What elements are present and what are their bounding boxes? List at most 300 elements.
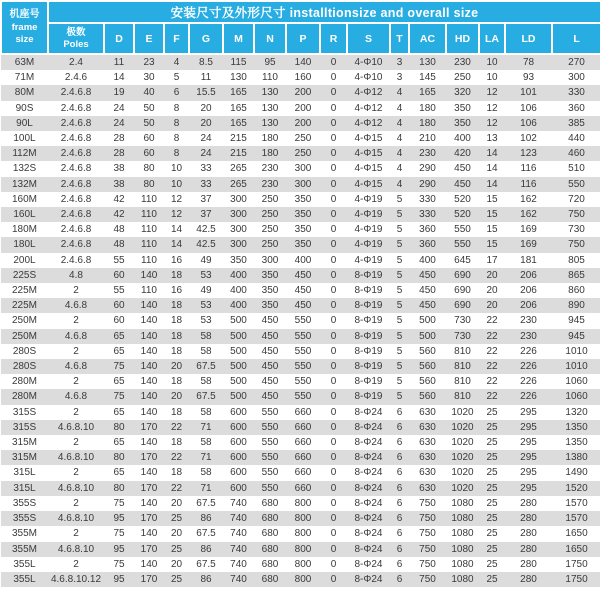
table-cell: 2	[73, 285, 79, 297]
table-cell: 181	[520, 254, 537, 266]
frame-size-cell: 315S	[1, 420, 48, 435]
table-cell: 0	[330, 133, 337, 145]
table-cell: 170	[134, 450, 164, 465]
table-cell: 450	[254, 389, 286, 404]
table-cell: 550	[261, 406, 279, 418]
table-cell: 1060	[565, 376, 588, 388]
table-cell: 4-Φ12	[347, 116, 390, 131]
table-cell: 8-Φ24	[347, 481, 390, 496]
table-cell: 4	[396, 133, 403, 145]
table-cell: 4-Φ15	[354, 163, 383, 175]
table-cell: 250	[254, 237, 286, 252]
table-cell: 4	[390, 116, 409, 131]
table-row	[1, 542, 600, 557]
table-cell: 20	[164, 389, 189, 404]
table-cell: 20	[170, 558, 183, 570]
table-cell: 550	[286, 389, 320, 404]
table-cell: 165	[223, 85, 254, 100]
table-row	[1, 283, 600, 298]
table-cell: 12	[164, 207, 189, 222]
table-cell: 8	[164, 146, 189, 161]
table-cell: 520	[446, 207, 479, 222]
table-cell: 0	[320, 177, 347, 192]
table-cell: 280	[505, 572, 552, 587]
table-cell: 11	[104, 54, 134, 70]
table-cell: 140	[134, 329, 164, 344]
table-cell: 5	[396, 224, 403, 236]
frame-size-cell: 180M	[11, 224, 37, 236]
table-cell: 58	[189, 329, 223, 344]
table-cell: 450	[446, 177, 479, 192]
table-cell: 65	[104, 329, 134, 344]
table-row	[1, 405, 600, 420]
table-cell: 6	[396, 528, 403, 540]
table-cell: 250	[454, 72, 471, 84]
table-cell: 226	[520, 376, 537, 388]
table-cell: 250	[261, 224, 279, 236]
table-cell: 123	[505, 146, 552, 161]
table-cell: 116	[520, 163, 537, 175]
table-cell: 42.5	[196, 224, 216, 236]
table-cell: 400	[454, 133, 471, 145]
table-cell: 1020	[446, 450, 479, 465]
table-cell: 600	[223, 450, 254, 465]
table-cell: 2	[73, 376, 79, 388]
table-cell: 8-Φ24	[354, 497, 383, 509]
table-cell: 295	[505, 420, 552, 435]
table-cell: 4-Φ12	[354, 102, 383, 114]
table-cell: 300	[286, 177, 320, 192]
table-cell: 450	[286, 298, 320, 313]
table-cell: 6	[396, 406, 403, 418]
table-cell: 8-Φ24	[347, 511, 390, 526]
table-cell: 80	[104, 450, 134, 465]
table-cell: 180	[419, 102, 436, 114]
column-header-d: D	[104, 23, 134, 54]
table-cell: 106	[505, 116, 552, 131]
frame-size-cell: 225S	[1, 268, 48, 283]
table-cell: 20	[164, 359, 189, 374]
table-cell: 25	[486, 497, 498, 509]
table-cell: 500	[223, 359, 254, 374]
table-cell: 28	[113, 133, 125, 145]
table-cell: 4.8	[48, 268, 104, 283]
table-cell: 660	[294, 437, 312, 449]
table-cell: 65	[113, 376, 125, 388]
table-cell: 2.4.6.8	[48, 116, 104, 131]
table-row	[1, 161, 600, 176]
table-cell: 265	[223, 177, 254, 192]
table-cell: 230	[409, 146, 446, 161]
table-cell: 1020	[446, 420, 479, 435]
table-cell: 226	[505, 389, 552, 404]
table-cell: 750	[409, 511, 446, 526]
table-cell: 4.6.8.10	[48, 420, 104, 435]
frame-size-cell: 100L	[13, 133, 36, 145]
table-cell: 14	[170, 224, 183, 236]
table-cell: 25	[486, 528, 498, 540]
table-cell: 810	[446, 389, 479, 404]
table-cell: 280	[505, 542, 552, 557]
table-cell: 660	[286, 450, 320, 465]
table-cell: 0	[320, 207, 347, 222]
table-cell: 400	[294, 254, 312, 266]
column-header-hd: HD	[446, 23, 479, 54]
table-cell: 270	[552, 54, 600, 70]
table-cell: 14	[479, 177, 505, 192]
table-cell: 730	[446, 329, 479, 344]
table-cell: 22	[164, 450, 189, 465]
table-cell: 300	[223, 207, 254, 222]
table-cell: 6	[396, 558, 403, 570]
table-cell: 295	[505, 481, 552, 496]
frame-size-cell: 200L	[13, 254, 36, 266]
table-cell: 140	[134, 298, 164, 313]
table-cell: 8-Φ19	[354, 315, 383, 327]
table-cell: 550	[286, 359, 320, 374]
frame-size-cell: 71M	[14, 72, 35, 84]
table-row	[1, 268, 600, 283]
table-cell: 4-Φ15	[347, 177, 390, 192]
table-cell: 93	[522, 72, 535, 84]
column-header-m: M	[223, 23, 254, 54]
table-cell: 1060	[552, 389, 600, 404]
table-cell: 460	[552, 146, 600, 161]
table-cell: 4-Φ15	[354, 133, 383, 145]
table-cell: 8-Φ19	[347, 298, 390, 313]
table-cell: 690	[446, 298, 479, 313]
table-cell: 65	[113, 345, 125, 357]
table-cell: 53	[189, 298, 223, 313]
table-cell: 12	[479, 85, 505, 100]
table-cell: 33	[189, 177, 223, 192]
table-cell: 750	[552, 207, 600, 222]
table-cell: 130	[261, 102, 279, 114]
table-cell: 800	[294, 497, 312, 509]
table-cell: 290	[419, 163, 436, 175]
table-cell: 10	[486, 72, 498, 84]
table-cell: 170	[134, 420, 164, 435]
table-cell: 550	[261, 467, 279, 479]
table-cell: 14	[113, 72, 125, 84]
table-cell: 350	[230, 254, 247, 266]
table-cell: 14	[164, 237, 189, 252]
table-cell: 18	[170, 437, 183, 449]
table-cell: 8-Φ24	[347, 450, 390, 465]
table-cell: 140	[140, 467, 158, 479]
table-cell: 0	[320, 389, 347, 404]
table-cell: 5	[396, 315, 403, 327]
table-cell: 800	[294, 528, 312, 540]
table-cell: 630	[419, 467, 436, 479]
table-cell: 37	[189, 207, 223, 222]
table-cell: 1750	[565, 558, 588, 570]
table-cell: 500	[230, 376, 247, 388]
table-cell: 25	[486, 467, 498, 479]
table-cell: 750	[419, 497, 436, 509]
table-cell: 400	[230, 285, 247, 297]
table-cell: 680	[261, 558, 279, 570]
table-cell: 110	[262, 72, 278, 84]
table-cell: 330	[552, 85, 600, 100]
table-cell: 206	[505, 268, 552, 283]
table-cell: 300	[294, 163, 312, 175]
table-cell: 560	[409, 389, 446, 404]
table-cell: 75	[113, 558, 125, 570]
table-cell: 18	[170, 406, 183, 418]
table-cell: 95	[104, 511, 134, 526]
table-cell: 0	[330, 72, 337, 84]
table-cell: 22	[479, 329, 505, 344]
table-cell: 2.4	[48, 54, 104, 70]
table-cell: 230	[261, 163, 279, 175]
table-cell: 810	[446, 359, 479, 374]
table-cell: 71	[189, 481, 223, 496]
table-cell: 86	[189, 572, 223, 587]
table-cell: 0	[320, 542, 347, 557]
table-cell: 20	[479, 268, 505, 283]
table-cell: 800	[286, 542, 320, 557]
table-cell: 1020	[451, 437, 474, 449]
table-cell: 25	[479, 511, 505, 526]
table-cell: 95	[254, 54, 286, 70]
table-cell: 810	[454, 376, 471, 388]
table-cell: 350	[254, 298, 286, 313]
table-cell: 550	[254, 481, 286, 496]
table-cell: 0	[330, 437, 337, 449]
table-cell: 80	[104, 481, 134, 496]
table-cell: 500	[223, 389, 254, 404]
table-cell: 8.5	[189, 54, 223, 70]
table-cell: 450	[261, 315, 279, 327]
table-cell: 250	[254, 207, 286, 222]
table-row	[1, 222, 600, 237]
table-cell: 350	[446, 116, 479, 131]
table-cell: 4.6.8.10	[48, 542, 104, 557]
table-cell: 25	[479, 450, 505, 465]
column-header-s: S	[347, 23, 390, 54]
frame-size-cell: 355M	[11, 528, 37, 540]
table-cell: 350	[454, 102, 471, 114]
table-cell: 0	[330, 315, 337, 327]
table-cell: 200	[286, 85, 320, 100]
table-cell: 75	[113, 528, 125, 540]
table-cell: 3	[390, 54, 409, 70]
table-cell: 140	[134, 268, 164, 283]
table-row	[1, 389, 600, 404]
column-header-ld: LD	[505, 23, 552, 54]
table-cell: 15	[486, 193, 498, 205]
table-cell: 1650	[565, 528, 588, 540]
table-cell: 0	[320, 85, 347, 100]
table-cell: 500	[419, 315, 436, 327]
table-cell: 2	[73, 406, 79, 418]
table-cell: 18	[164, 329, 189, 344]
table-cell: 25	[164, 572, 189, 587]
table-cell: 8-Φ24	[354, 406, 383, 418]
table-cell: 550	[446, 237, 479, 252]
table-cell: 162	[520, 193, 537, 205]
table-cell: 0	[320, 359, 347, 374]
table-cell: 8-Φ24	[354, 437, 383, 449]
table-cell: 71	[189, 450, 223, 465]
table-cell: 5	[390, 268, 409, 283]
table-cell: 25	[479, 420, 505, 435]
table-cell: 95	[104, 572, 134, 587]
table-cell: 350	[254, 268, 286, 283]
table-cell: 560	[419, 376, 436, 388]
table-cell: 60	[113, 315, 125, 327]
table-cell: 170	[134, 481, 164, 496]
table-cell: 18	[164, 298, 189, 313]
table-cell: 510	[568, 163, 585, 175]
table-cell: 110	[141, 224, 157, 236]
table-cell: 8	[164, 116, 189, 131]
table-cell: 500	[230, 345, 247, 357]
table-cell: 180	[254, 146, 286, 161]
table-cell: 560	[409, 359, 446, 374]
table-cell: 140	[140, 558, 158, 570]
table-cell: 80	[104, 420, 134, 435]
table-cell: 110	[141, 285, 157, 297]
table-cell: 20	[486, 285, 498, 297]
table-cell: 450	[409, 268, 446, 283]
table-cell: 15.5	[189, 85, 223, 100]
table-cell: 22	[486, 376, 498, 388]
table-cell: 350	[294, 193, 312, 205]
table-cell: 5	[390, 389, 409, 404]
table-cell: 42	[113, 193, 125, 205]
table-cell: 645	[454, 254, 471, 266]
table-cell: 37	[200, 193, 212, 205]
table-cell: 8-Φ19	[354, 345, 383, 357]
table-cell: 0	[330, 102, 337, 114]
table-cell: 6	[396, 497, 403, 509]
table-cell: 1750	[552, 572, 600, 587]
table-cell: 140	[134, 359, 164, 374]
table-cell: 680	[254, 511, 286, 526]
table-cell: 0	[330, 254, 337, 266]
column-header-e: E	[134, 23, 164, 54]
table-cell: 4	[396, 163, 403, 175]
table-cell: 12	[479, 116, 505, 131]
table-cell: 360	[419, 224, 436, 236]
table-cell: 180	[261, 133, 279, 145]
table-cell: 6	[390, 542, 409, 557]
table-cell: 0	[330, 558, 337, 570]
table-title: 安装尺寸及外形尺寸 installtionsize and overall size	[48, 1, 600, 23]
table-cell: 300	[568, 72, 585, 84]
table-cell: 600	[230, 467, 247, 479]
table-cell: 630	[409, 420, 446, 435]
table-cell: 53	[200, 315, 212, 327]
table-cell: 13	[486, 133, 498, 145]
table-cell: 86	[189, 542, 223, 557]
table-cell: 25	[479, 572, 505, 587]
table-cell: 550	[294, 376, 312, 388]
table-cell: 500	[230, 315, 247, 327]
table-cell: 38	[104, 177, 134, 192]
table-cell: 680	[261, 497, 279, 509]
table-cell: 4-Φ19	[347, 207, 390, 222]
frame-size-cell: 160L	[1, 207, 48, 222]
column-header-f: F	[164, 23, 189, 54]
frame-size-cell: 280S	[1, 359, 48, 374]
table-cell: 805	[568, 254, 585, 266]
table-cell: 140	[140, 406, 158, 418]
table-cell: 800	[294, 558, 312, 570]
table-cell: 0	[320, 420, 347, 435]
table-cell: 5	[390, 237, 409, 252]
table-cell: 1020	[451, 467, 474, 479]
table-cell: 1080	[451, 528, 474, 540]
table-cell: 5	[390, 207, 409, 222]
table-cell: 20	[189, 116, 223, 131]
table-cell: 740	[223, 572, 254, 587]
table-cell: 8	[173, 133, 180, 145]
table-cell: 130	[254, 116, 286, 131]
table-cell: 22	[486, 345, 498, 357]
frame-size-cell: 180L	[1, 237, 48, 252]
table-cell: 600	[223, 420, 254, 435]
table-cell: 5	[396, 285, 403, 297]
table-cell: 60	[104, 298, 134, 313]
table-cell: 2.4.6.8	[48, 237, 104, 252]
table-cell: 750	[419, 528, 436, 540]
table-cell: 680	[254, 572, 286, 587]
table-cell: 49	[200, 285, 212, 297]
table-cell: 2.4.6.8	[60, 193, 92, 205]
table-cell: 2.4.6.8	[48, 85, 104, 100]
table-row	[1, 116, 600, 131]
table-cell: 420	[446, 146, 479, 161]
table-cell: 0	[320, 116, 347, 131]
table-cell: 4-Φ19	[347, 237, 390, 252]
table-cell: 630	[409, 481, 446, 496]
table-cell: 65	[113, 437, 125, 449]
table-cell: 5	[396, 345, 403, 357]
table-cell: 180	[409, 116, 446, 131]
table-cell: 3	[396, 72, 403, 84]
table-cell: 4.6.8.10	[48, 450, 104, 465]
table-cell: 65	[113, 406, 125, 418]
table-cell: 0	[320, 237, 347, 252]
table-cell: 400	[223, 268, 254, 283]
table-cell: 8-Φ19	[354, 285, 383, 297]
table-cell: 690	[446, 268, 479, 283]
table-cell: 4-Φ19	[354, 193, 383, 205]
table-cell: 360	[409, 237, 446, 252]
table-cell: 730	[454, 315, 471, 327]
table-cell: 170	[134, 572, 164, 587]
table-cell: 160	[294, 72, 312, 84]
frame-size-cell: 315M	[11, 437, 37, 449]
table-cell: 6	[396, 437, 403, 449]
table-cell: 265	[230, 163, 247, 175]
table-cell: 0	[330, 528, 337, 540]
table-cell: 2.4.6.8	[48, 177, 104, 192]
table-cell: 226	[505, 359, 552, 374]
table-row	[1, 465, 600, 480]
table-cell: 102	[520, 133, 537, 145]
table-cell: 2	[73, 345, 79, 357]
table-cell: 8-Φ19	[347, 359, 390, 374]
table-cell: 1520	[552, 481, 600, 496]
table-cell: 11	[200, 72, 212, 84]
table-row	[1, 177, 600, 192]
table-cell: 280	[505, 511, 552, 526]
table-cell: 30	[143, 72, 155, 84]
